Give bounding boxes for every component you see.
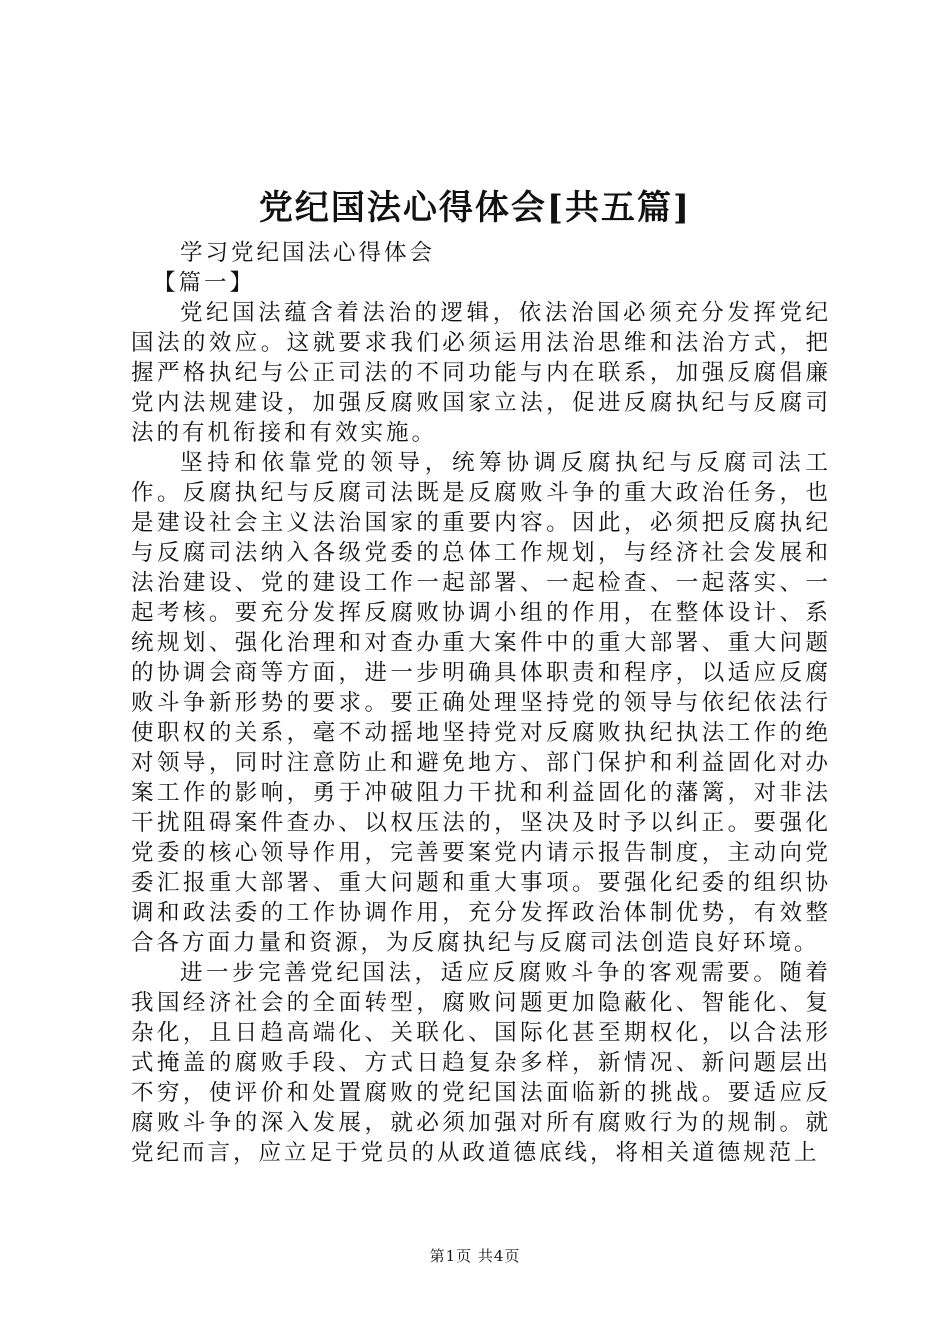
document-subtitle: 学习党纪国法心得体会 [180, 240, 436, 266]
document-title: 党纪国法心得体会[共五篇] [258, 188, 692, 228]
page-footer: 第1页 共4页 [429, 1247, 521, 1265]
document-body [131, 238, 831, 1168]
paragraph-1: 党纪国法蕴含着法治的逻辑，依法治国必须充分发挥党纪国法的效应。这就要求我们必须运用法治思维和法治方式，把握严格执纪与公正司法的不同功能与内在联系，加强反腐倡廉党内法规建设，加强反腐败国家立法，促进反腐执纪与反腐司法的有机衔接和有效实施。 [131, 300, 831, 446]
paragraph-2: 坚持和依靠党的领导，统筹协调反腐执纪与反腐司法工作。反腐执纪与反腐司法既是反腐败斗争的重大政治任务，也是建设社会主义法治国家的重要内容。因此，必须把反腐执纪与反腐司法纳入各级党委的总体工作规划，与经济社会发展和法治建设、党的建设工作一起部署、一起检查、一起落实、一起考核。要充分发挥反腐败协调小组的作用，在整体设计、系统规划、强化治理和对查办重大案件中的重大部署、重大问题的协调会商等方面，进一步明确具体职责和程序，以适应反腐败斗争新形势的要求。要正确处理坚持党的领导与依纪依法行使职权的关系，毫不动摇地坚持党对反腐败执纪执法工作的绝对领导，同时注意防止和避免地方、部门保护和利益固化对办案工作的影响，勇于冲破阻力干扰和利益固化的藩篱，对非法干扰阻碍案件查办、以权压法的，坚决及时予以纠正。要强化党委的核心领导作用，完善要案党内请示报告制度，主动向党委汇报重大部署、重大问题和重大事项。要强化纪委的组织协调和政法委的工作协调作用，充分发挥政治体制优势，有效整合各方面力量和资源，为反腐执纪与反腐司法创造良好环境。 [131, 450, 831, 956]
paragraph-3: 进一步完善党纪国法，适应反腐败斗争的客观需要。随着我国经济社会的全面转型，腐败问题更加隐蔽化、智能化、复杂化，且日趋高端化、关联化、国际化甚至期权化，以合法形式掩盖的腐败手段、方式日趋复杂多样，新情况、新问题层出不穷，使评价和处置腐败的党纪国法面临新的挑战。要适应反腐败斗争的深入发展，就必须加强对所有腐败行为的规制。就党纪而言，应立足于党员的从政道德底线，将相关道德规范上 [131, 960, 831, 1166]
section-label: 【篇一】 [153, 270, 256, 296]
